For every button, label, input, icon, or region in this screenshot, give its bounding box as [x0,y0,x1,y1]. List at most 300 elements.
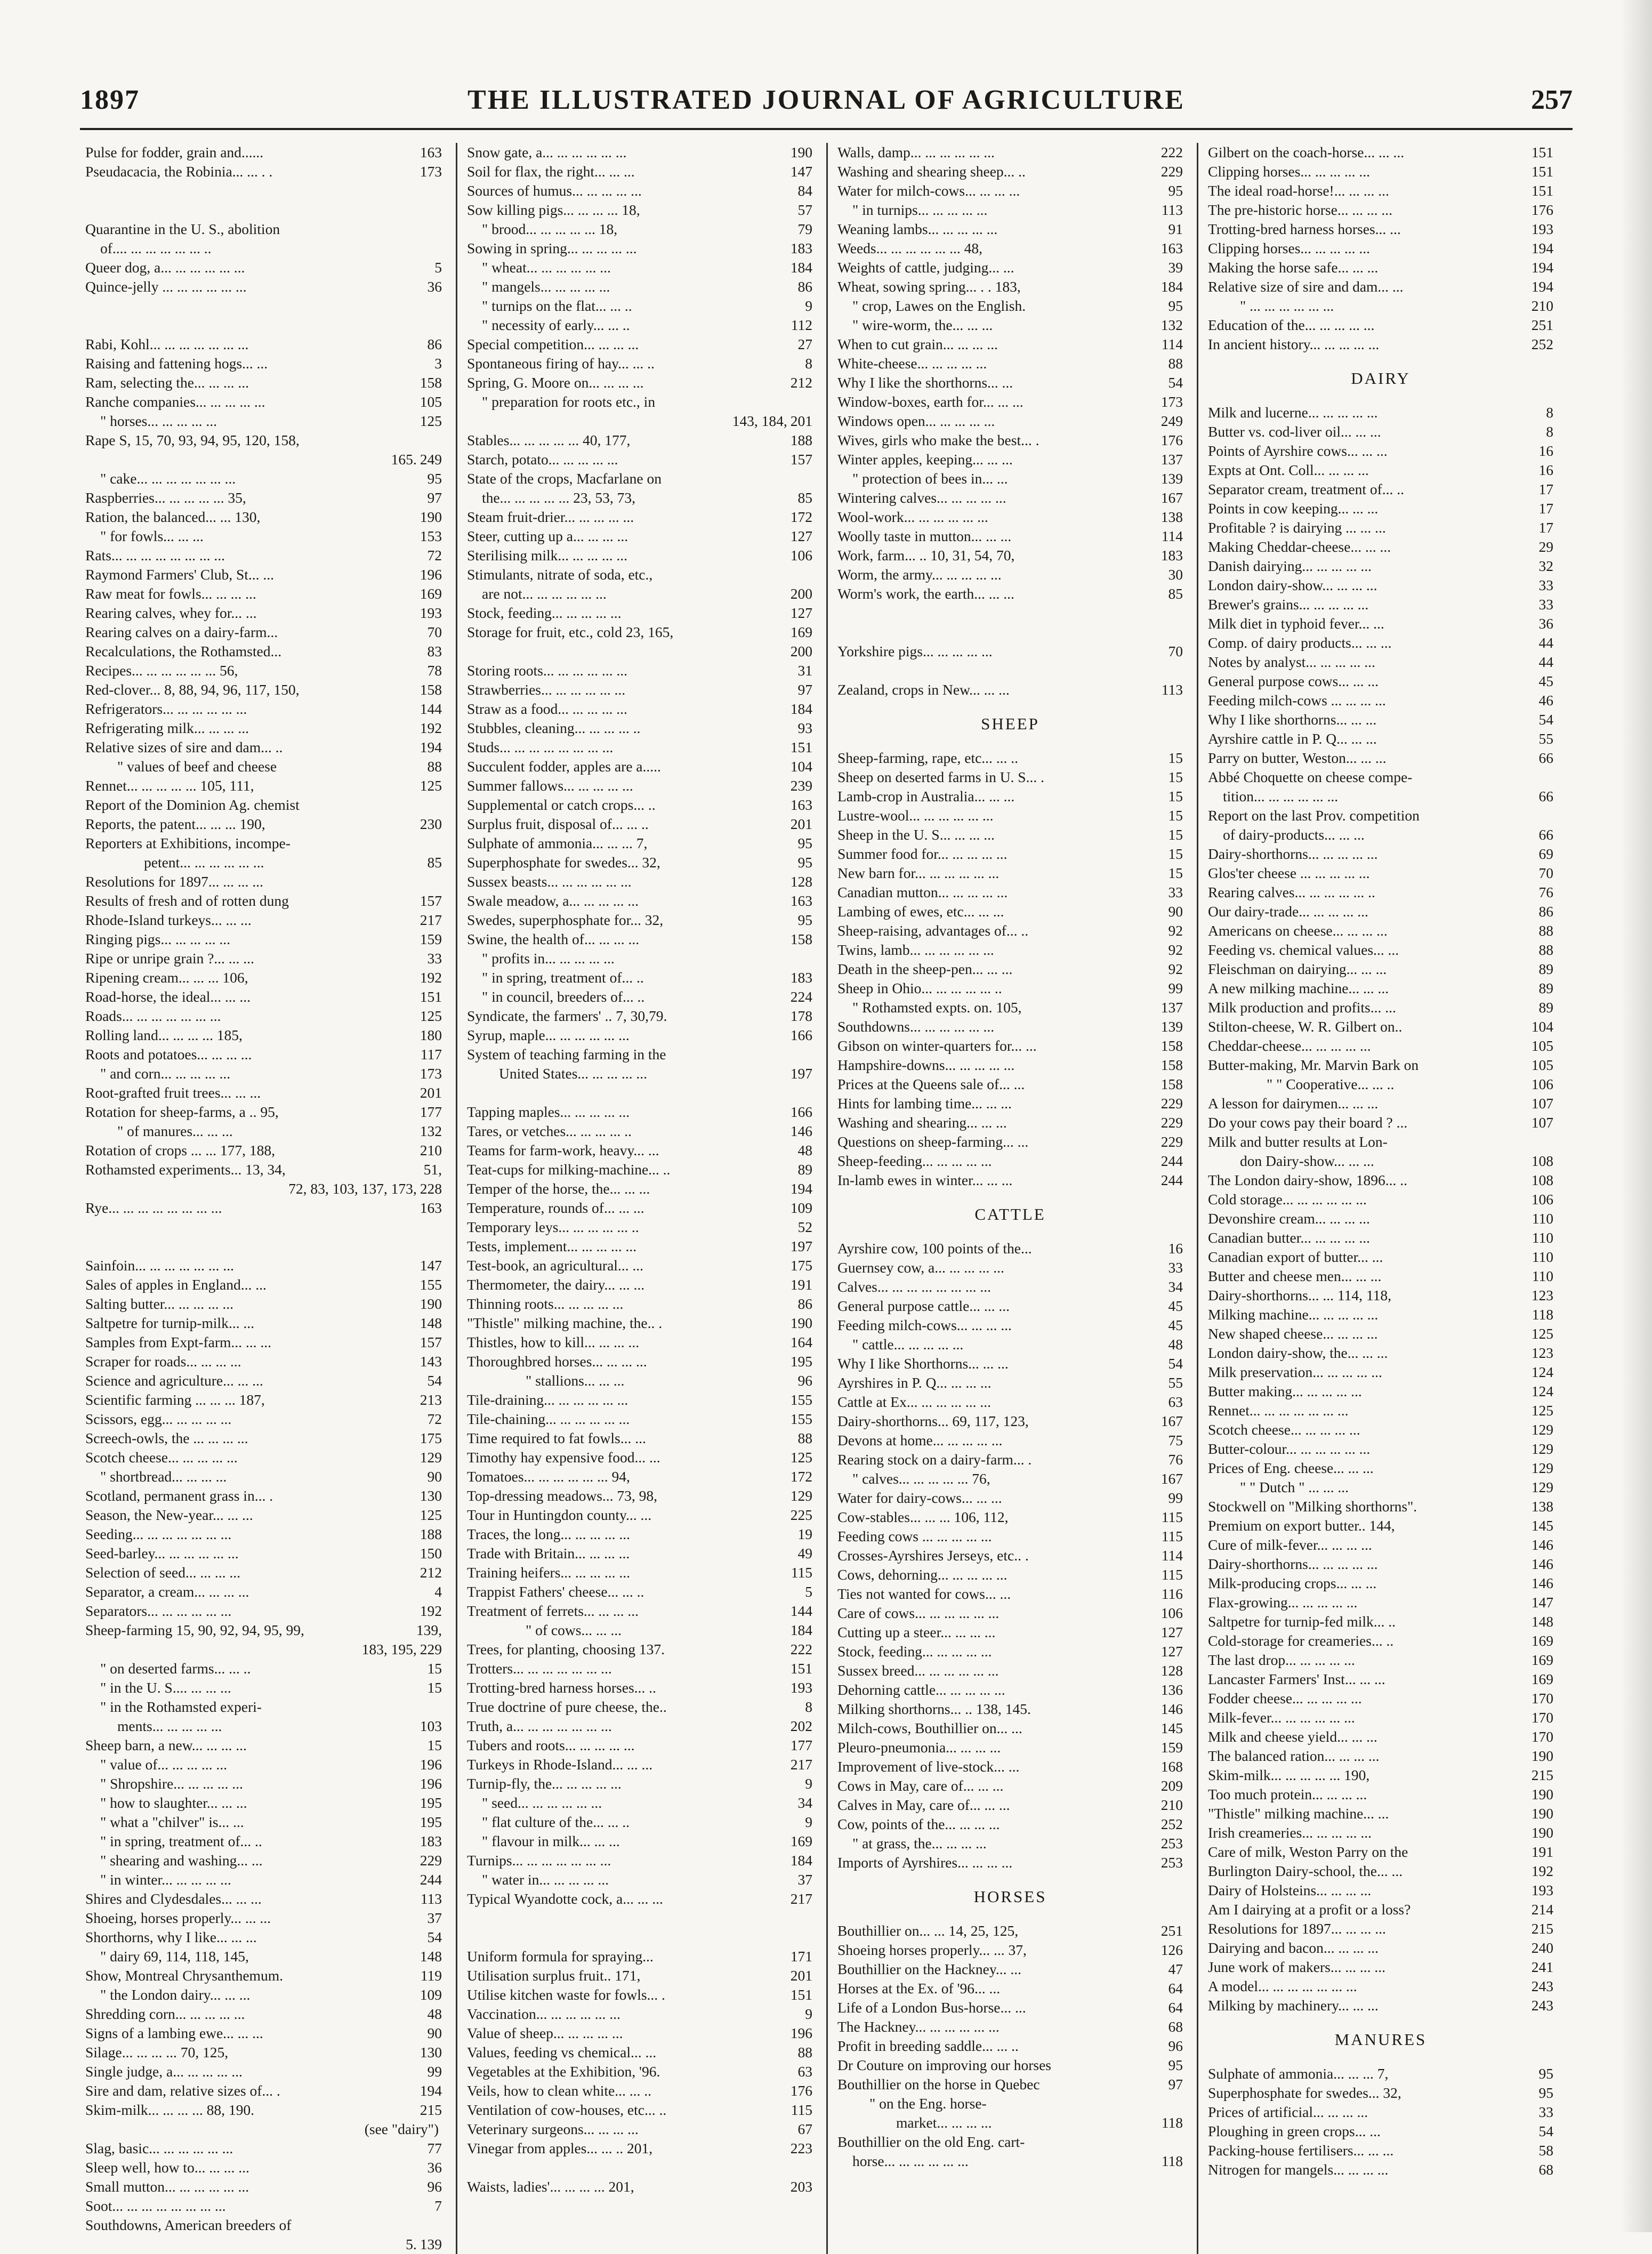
entry-text: Pleuro-pneumonia... ... ... ... [837,1739,1001,1756]
entry-page-refs: 91 [1168,221,1183,237]
index-entry [837,1335,1183,1354]
index-entry [467,1985,812,2005]
entry-text: " ... ... ... ... ... ... [1240,297,1334,314]
index-entry [85,469,442,488]
entry-page-refs: 72 [427,547,442,564]
index-entry [85,1448,442,1467]
index-entry [1208,181,1553,200]
entry-text: A lesson for dairymen... ... ... [1208,1095,1379,1112]
index-entry [837,508,1183,527]
entry-text: " water in... ... ... ... ... [482,1871,609,1888]
index-entry [837,1921,1183,1941]
entry-text: Windows open... ... ... ... ... [837,413,995,429]
entry-page-refs: 196 [420,566,442,583]
entry-text: Scotch cheese... ... ... ... ... [1208,1421,1360,1438]
entry-text: Thistles, how to kill... ... ... ... [467,1334,640,1350]
entry-text: Parry on butter, Weston... ... ... [1208,750,1387,766]
entry-text: tition... ... ... ... ... ... [1223,788,1339,804]
entry-page-refs: 157 [420,892,442,909]
index-entry [837,883,1183,902]
entry-page-refs: 89 [1538,961,1553,977]
entry-page-refs: 224 [790,988,812,1005]
entry-text: Sow killing pigs... ... ... ... 18, [467,202,640,218]
entry-page-refs: 99 [1168,1490,1183,1506]
entry-page-refs: 96 [797,1372,812,1389]
entry-text: Fodder cheese... ... ... ... ... [1208,1690,1362,1706]
entry-page-refs: 113 [420,1890,442,1907]
entry-text: Strawberries... ... ... ... ... ... [467,681,626,698]
entry-page-refs: 114 [1161,336,1183,352]
entry-page-refs: 158 [790,931,812,947]
entry-text: A new milking machine... ... ... [1208,980,1389,996]
entry-page-refs: 171 [790,1948,812,1965]
entry-text: Reporters at Exhibitions, incompe- [85,835,291,851]
entry-page-refs: 151 [1531,163,1553,180]
year-label: 1897 [80,85,140,115]
section-heading: MANURES [1334,2030,1427,2049]
entry-page-refs: 153 [420,528,442,544]
entry-page-refs: 194 [420,739,442,755]
index-entry [837,1700,1183,1719]
index-entry [467,661,812,680]
entry-page-refs: 192 [1531,1863,1553,1879]
entry-text: Saltpetre for turnip-fed milk... .. [1208,1613,1396,1630]
index-entry [85,834,442,853]
entry-page-refs: 137 [1161,999,1183,1016]
entry-text: Temper of the horse, the... ... ... [467,1180,650,1197]
entry-page-refs: 125 [1531,1402,1553,1419]
index-entry [467,1122,812,1141]
entry-text: Twins, lamb... ... ... ... ... ... [837,941,994,958]
entry-page-refs: 127 [1161,1624,1183,1640]
entry-text: Cold storage... ... ... ... ... ... [1208,1191,1367,1207]
index-entry [1208,1459,1553,1478]
entry-text: " calves... ... ... ... ... 76, [852,1470,990,1487]
entry-page-refs: 229 [1161,1114,1183,1131]
entry-page-refs: 33 [1538,596,1553,613]
entry-page-refs: 215 [420,2102,442,2118]
entry-text: Milk preservation... ... ... ... ... [1208,1364,1382,1380]
entry-page-refs: 88 [1168,355,1183,372]
entry-text: " wheat... ... ... ... ... ... [482,259,611,276]
index-entry [467,1832,812,1851]
index-entry [837,1412,1183,1431]
index-entry [837,258,1183,277]
index-entry [467,911,812,930]
entry-page-refs: 159 [420,931,442,947]
spacer [467,1909,812,1947]
index-entry [837,220,1183,239]
entry-page-refs: 51, [423,1161,442,1178]
index-entry [1208,2064,1553,2083]
index-entry [837,200,1183,220]
entry-page-refs: 137 [1161,451,1183,468]
index-entry [837,162,1183,181]
entry-text: Feeding milch-cows... ... ... ... [837,1317,1012,1333]
entry-page-refs: 139 [1161,470,1183,487]
entry-text: Uniform formula for spraying... [467,1948,654,1965]
entry-text: " in the U. S.... ... ... ... [100,1679,231,1696]
entry-text: Comp. of dairy products... ... ... [1208,634,1392,651]
entry-text: " mangels... ... ... ... ... [482,278,610,295]
entry-text: " of cows... ... ... [526,1622,622,1638]
entry-page-refs: 169 [1531,1652,1553,1668]
entry-page-refs: 96 [427,2178,442,2195]
index-entry [1208,335,1553,354]
entry-page-refs: 8 [805,355,812,372]
entry-text: Rearing calves... ... ... ... ... .. [1208,884,1375,900]
index-entry [837,239,1183,258]
entry-page-refs: 123 [1531,1287,1553,1303]
index-entry [837,565,1183,584]
entry-text: Cheddar-cheese... ... ... ... ... [1208,1037,1371,1054]
index-entry [837,1113,1183,1132]
entry-page-refs: 210 [420,1142,442,1158]
entry-page-refs: 17 [1538,500,1553,517]
entry-text: horse... ... ... ... ... ... [852,2153,969,2169]
index-entry [837,469,1183,488]
entry-page-refs: 130 [420,2044,442,2060]
index-entry [85,1755,442,1774]
entry-page-refs: 173 [420,1065,442,1082]
entry-page-refs: 125 [420,1507,442,1523]
entry-page-refs: 34 [1168,1278,1183,1295]
index-entry [85,1640,442,1659]
entry-page-refs: 148 [420,1315,442,1331]
index-entry [1208,200,1553,220]
index-entry [467,930,812,949]
entry-page-refs: 190 [1531,1748,1553,1764]
entry-page-refs: 158 [1161,1057,1183,1073]
index-entry [467,642,812,661]
entry-page-refs: 176 [1531,202,1553,218]
entry-text: " crop, Lawes on the English. [852,297,1026,314]
entry-page-refs: 33 [1168,1259,1183,1276]
entry-page-refs: 88 [797,1430,812,1446]
index-entry [85,1275,442,1294]
entry-page-refs: 110 [1532,1268,1553,1284]
index-entry [467,1429,812,1448]
entry-text: Superphosphate for swedes... 32, [1208,2084,1401,2101]
entry-text: Stilton-cheese, W. R. Gilbert on.. [1208,1018,1403,1035]
entry-text: Scraper for roads... ... ... ... [85,1353,241,1370]
entry-page-refs: 8 [1546,423,1553,440]
index-entry [837,1998,1183,2017]
index-entry [85,1928,442,1947]
entry-page-refs: 158 [1161,1076,1183,1092]
entry-text: Butter-colour... ... ... ... ... ... [1208,1440,1371,1457]
entry-page-refs: 118 [1161,2153,1183,2169]
index-entry [467,1506,812,1525]
index-entry [837,143,1183,162]
entry-page-refs: 85 [427,854,442,871]
entry-text: " in winter... ... ... ... ... [100,1871,231,1888]
index-entry [837,392,1183,412]
entry-page-refs: 109 [790,1200,812,1216]
index-entry [837,748,1183,768]
entry-text: Hampshire-downs... ... ... ... ... [837,1057,1015,1073]
index-entry [1208,1555,1553,1574]
index-entry [85,1601,442,1621]
entry-page-refs: 107 [1531,1114,1553,1131]
page-header [80,80,1573,123]
entry-text: Sources of humus... ... ... ... ... [467,182,642,199]
entry-text: Science and agriculture... ... ... [85,1372,263,1389]
entry-page-refs: 112 [791,317,812,333]
entry-page-refs: 170 [1531,1728,1553,1745]
entry-text: Calves in May, care of... ... ... [837,1797,1010,1813]
index-entry [1208,258,1553,277]
index-entry [837,1258,1183,1277]
index-entry [1208,1420,1553,1439]
entry-text: Nitrogen for mangels... ... ... ... [1208,2161,1389,2178]
entry-text: Sheep-raising, advantages of... .. [837,922,1029,939]
entry-text: Points of Ayrshire cows... ... ... [1208,442,1388,459]
index-entry [1208,1113,1553,1132]
index-entry [1208,768,1553,787]
entry-text: Ram, selecting the... ... ... ... [85,374,249,391]
entry-page-refs: 177 [790,1737,812,1753]
index-entry [85,1851,442,1870]
entry-text: Walls, damp... ... ... ... ... ... [837,144,995,160]
entry-page-refs: 144 [420,701,442,717]
index-entry [837,1075,1183,1094]
entry-text: Butter and cheese men... ... ... [1208,1268,1382,1284]
index-entry [85,565,442,584]
index-entry [1208,1881,1553,1900]
entry-page-refs: 118 [1161,2114,1183,2131]
index-entry [467,1410,812,1429]
entry-page-refs: 129 [1531,1421,1553,1438]
entry-page-refs: 95 [427,470,442,487]
index-entry [467,968,812,987]
entry-text: Clipping horses... ... ... ... ... [1208,240,1371,256]
entry-page-refs: 138 [1531,1498,1553,1515]
entry-text: Yorkshire pigs... ... ... ... ... [837,643,993,659]
index-entry [837,1623,1183,1642]
index-entry [467,1870,812,1889]
entry-text: Points in cow keeping... ... ... [1208,500,1379,517]
entry-text: Milk production and profits... ... [1208,999,1396,1016]
index-entry [1208,296,1553,316]
entry-text: Resolutions for 1897... ... ... ... [1208,1920,1386,1937]
index-entry [1208,1996,1553,2015]
entry-text: Americans on cheese... ... ... ... [1208,922,1388,939]
entry-page-refs: 244 [1161,1172,1183,1188]
entry-text: Roots and potatoes... ... ... ... [85,1046,252,1062]
index-entry [467,1966,812,1985]
index-entry [1208,921,1553,940]
index-entry [1208,1651,1553,1670]
entry-page-refs: 105 [1531,1037,1553,1054]
entry-page-refs: 158 [420,374,442,391]
entry-page-refs: 105 [420,393,442,410]
index-entry [837,2075,1183,2094]
entry-text: Milk-producing crops... ... ... [1208,1575,1377,1591]
index-entry [1208,902,1553,921]
index-entry [467,1755,812,1774]
entry-page-refs: 37 [797,1871,812,1888]
index-entry [467,469,812,488]
index-entry [467,872,812,891]
entry-page-refs: 115 [791,1564,812,1581]
entry-text: Dehorning cattle... ... ... ... ... [837,1681,1005,1698]
index-entry [1208,998,1553,1017]
index-entry [837,1239,1183,1258]
entry-text: Swale meadow, a... ... ... ... ... [467,892,639,909]
entry-text: Sulphate of ammonia... ... ... 7, [467,835,648,851]
entry-page-refs: 169 [790,1833,812,1849]
entry-text: 183, 195, [361,1641,417,1657]
index-entry [837,998,1183,1017]
entry-text: Test-book, an agricultural... ... [467,1257,644,1274]
entry-text: are not... ... ... ... ... ... [482,585,607,602]
entry-text: Ploughing in green crops... ... [1208,2123,1381,2139]
entry-text: Hints for lambing time... ... ... [837,1095,1012,1112]
entry-text: Rape S, 15, 70, 93, 94, 95, 120, 158, [85,432,300,448]
index-entry [1208,518,1553,537]
index-entry [85,1429,442,1448]
entry-text: Sire and dam, relative sizes of... . [85,2082,280,2099]
entry-page-refs: 19 [797,1526,812,1542]
index-entry [1208,1363,1553,1382]
entry-page-refs: 168 [1161,1758,1183,1775]
index-entry [85,1160,442,1179]
index-entry [837,1017,1183,1036]
entry-page-refs: 192 [420,1603,442,1619]
entry-text: Top-dressing meadows... 73, 98, [467,1487,658,1504]
index-entry [85,2158,442,2177]
entry-text: Ayrshire cattle in P. Q... ... ... [1208,730,1377,747]
entry-page-refs: 99 [427,2063,442,2080]
entry-page-refs: 173 [420,163,442,180]
index-entry [85,2005,442,2024]
entry-page-refs: 54 [1168,374,1183,391]
entry-page-refs: 184 [790,1852,812,1869]
entry-text: Why I like the shorthorns... ... [837,374,1013,391]
entry-page-refs: 57 [797,202,812,218]
entry-page-refs: 139, [416,1622,442,1638]
entry-text: Rats... ... ... ... ... ... ... ... [85,547,225,564]
entry-text: don Dairy-show... ... ... [1240,1153,1374,1169]
index-entry [1208,806,1553,825]
entry-page-refs: 67 [797,2121,812,2137]
entry-text: London dairy-show... ... ... ... [1208,577,1377,593]
entry-text: Results of fresh and of rotten dung [85,892,289,909]
entry-text: Timothy hay expensive food... ... [467,1449,660,1466]
entry-page-refs: 64 [1168,1999,1183,2016]
index-entry [467,719,812,738]
entry-text: Turkeys in Rhode-Island... ... ... [467,1756,653,1773]
entry-text: Lancaster Farmers' Inst... ... ... [1208,1671,1385,1687]
entry-page-refs: 193 [1531,1882,1553,1898]
index-entry [467,1793,812,1813]
index-entry [467,412,812,431]
entry-page-refs: 106 [1531,1191,1553,1207]
entry-page-refs: 125 [420,777,442,794]
index-entry [85,968,442,987]
index-entry [467,1774,812,1793]
entry-text: Tomatoes... ... ... ... ... ... 94, [467,1468,630,1485]
entry-page-refs: 89 [797,1161,812,1178]
entry-text: " value of... ... ... ... ... [100,1756,228,1773]
index-entry [1208,441,1553,461]
entry-text: Ayrshire cow, 100 points of the... [837,1240,1032,1257]
entry-page-refs: 86 [797,1295,812,1312]
index-entry [1208,537,1553,557]
entry-page-refs: 163 [420,144,442,160]
index-entry [467,392,812,412]
entry-text: " profits in... ... ... ... ... [482,950,615,967]
entry-page-refs: 173 [1161,393,1183,410]
index-entry [85,1813,442,1832]
entry-page-refs: 9 [805,1775,812,1792]
entry-text: Resolutions for 1897... ... ... ... [85,873,263,890]
entry-page-refs: 177 [420,1104,442,1120]
index-entry [85,1390,442,1410]
entry-text: Truth, a... ... ... ... ... ... ... [467,1718,612,1734]
entry-page-refs: 127 [1161,1643,1183,1660]
index-entry [1208,729,1553,748]
entry-text: Our dairy-trade... ... ... ... ... [1208,903,1368,920]
entry-page-refs: 197 [790,1065,812,1082]
entry-page-refs: 110 [1532,1210,1553,1227]
index-entry [85,642,442,661]
index-entry [837,584,1183,603]
index-entry [85,1352,442,1371]
entry-text: Silage... ... ... ... 70, 125, [85,2044,229,2060]
index-entry [85,757,442,776]
index-entry [467,1218,812,1237]
index-entry [467,891,812,911]
entry-page-refs: 85 [1168,585,1183,602]
entry-page-refs: 190 [420,1295,442,1312]
entry-text: Washing and shearing... ... ... [837,1114,1007,1131]
entry-text: Milking by machinery... ... ... [1208,1997,1379,2014]
index-entry [85,949,442,968]
entry-page-refs: 251 [1161,1922,1183,1939]
index-entry [837,1508,1183,1527]
entry-text: Crosses-Ayrshires Jerseys, etc.. . [837,1547,1029,1564]
index-entry [467,220,812,239]
entry-text: Wintering calves... ... ... ... ... [837,489,1006,506]
index-entry [1208,1670,1553,1689]
index-entry [837,844,1183,864]
entry-text: Treatment of ferrets... ... ... ... [467,1603,639,1619]
entry-text: Sowing in spring... ... ... ... ... [467,240,637,256]
entry-page-refs: 167 [1161,1413,1183,1429]
entry-text: " Rothamsted expts. on. 105, [852,999,1022,1016]
index-entry [837,181,1183,200]
entry-text: Bouthillier on the Hackney... ... [837,1961,1021,1977]
entry-text: Premium on export butter.. 144, [1208,1517,1395,1534]
index-entry [1208,499,1553,518]
entry-text: Quarantine in the U. S., abolition [85,221,280,237]
entry-text: Feeding vs. chemical values... ... [1208,941,1399,958]
index-entry [85,872,442,891]
entry-text: Syndicate, the farmers' .. 7, 30,79. [467,1008,667,1024]
entry-text: " dairy 69, 114, 118, 145, [100,1948,249,1965]
entry-page-refs: 45 [1168,1298,1183,1314]
index-entry [85,2024,442,2043]
entry-page-refs: 113 [1161,681,1183,698]
index-entry [1208,825,1553,844]
entry-page-refs: 4 [434,1583,442,1600]
index-entry [1208,316,1553,335]
entry-text: Canadian mutton... ... ... ... ... [837,884,1008,900]
entry-text: " horses... ... ... ... ... [100,413,217,429]
entry-text: Cows, dehorning... ... ... ... ... [837,1566,1008,1583]
